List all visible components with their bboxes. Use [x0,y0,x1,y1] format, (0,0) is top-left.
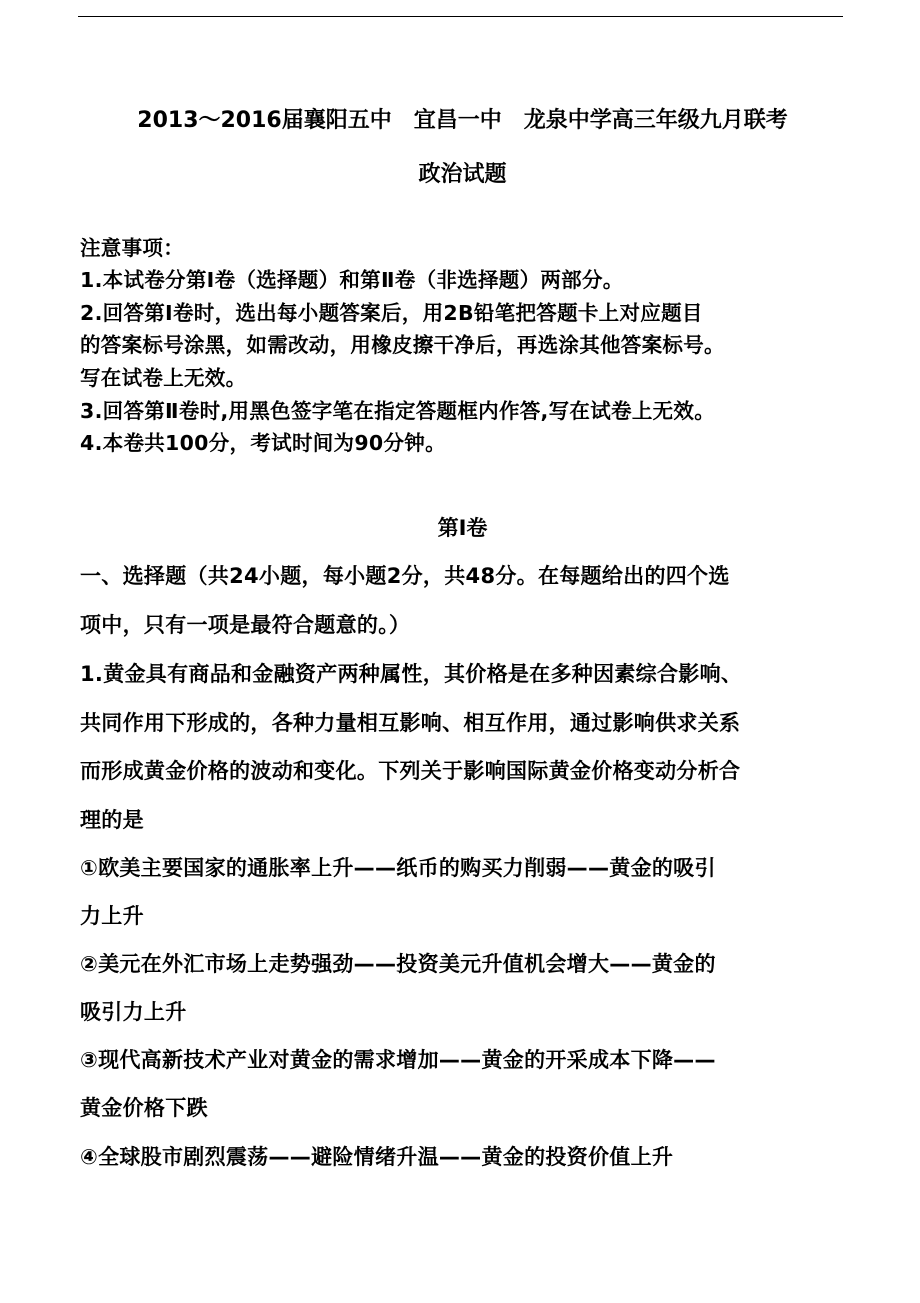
option-line: ③现代高新技术产业对黄金的需求增加——黄金的开采成本下降—— [80,1048,716,1072]
notice-line: 2.回答第Ⅰ卷时，选出每小题答案后，用2B铅笔把答题卡上对应题目 [80,301,703,325]
question-stem-line: 理的是 [80,808,144,832]
option-line: 力上升 [80,904,144,928]
notice-line: 写在试卷上无效。 [80,366,247,390]
exam-title: 2013～2016届襄阳五中 宜昌一中 龙泉中学高三年级九月联考 [137,108,788,133]
part1-heading: 第Ⅰ卷 [437,516,488,540]
option-line: 黄金价格下跌 [80,1096,208,1120]
exam-subject-title: 政治试题 [418,162,507,187]
option-line: 吸引力上升 [80,1000,187,1024]
notice-line: 1.本试卷分第Ⅰ卷（选择题）和第Ⅱ卷（非选择题）两部分。 [80,268,624,292]
notice-line: 4.本卷共100分，考试时间为90分钟。 [80,431,446,455]
option-line: ①欧美主要国家的通胀率上升——纸币的购买力削弱——黄金的吸引 [80,856,716,880]
option-line: ④全球股市剧烈震荡——避险情绪升温——黄金的投资价值上升 [80,1145,674,1169]
instruction-line: 一、选择题（共24小题，每小题2分，共48分。在每题给出的四个选 [80,564,730,588]
notice-heading: 注意事项： [80,236,184,260]
notice-line: 的答案标号涂黑，如需改动，用橡皮擦干净后，再选涂其他答案标号。 [80,333,725,357]
top-rule [78,16,843,17]
instruction-line: 项中，只有一项是最符合题意的。） [80,613,411,637]
question-stem-line: 共同作用下形成的，各种力量相互影响、相互作用，通过影响供求关系 [80,711,741,735]
option-line: ②美元在外汇市场上走势强劲——投资美元升值机会增大——黄金的 [80,952,716,976]
notice-line: 3.回答第Ⅱ卷时,用黑色签字笔在指定答题框内作答,写在试卷上无效。 [80,399,716,423]
question-stem-line: 1.黄金具有商品和金融资产两种属性，其价格是在多种因素综合影响、 [80,662,743,686]
question-stem-line: 而形成黄金价格的波动和变化。下列关于影响国际黄金价格变动分析合 [80,759,741,783]
